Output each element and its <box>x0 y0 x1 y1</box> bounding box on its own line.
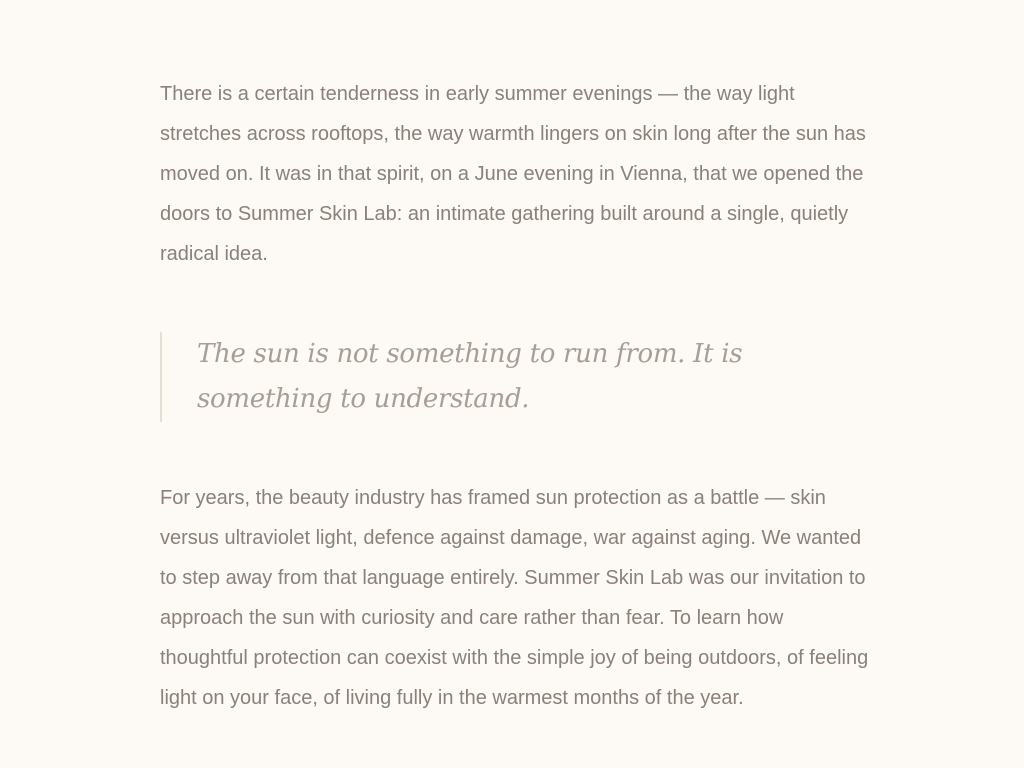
intro-paragraph: There is a certain tenderness in early summer evenings — the way light stretches across rooftops, the way warmth lingers on skin long after the sun has moved on. It was in that spirit, on a June evening in Vienna, that we opened the doors to Summer Skin Lab: an intimate gathering built around a single, quietly radical idea. <box>160 83 866 265</box>
article-body <box>160 74 870 718</box>
pull-quote-text: The sun is not something to run from. It is something to understand. <box>197 339 743 414</box>
pull-quote <box>160 332 870 422</box>
body-paragraph: For years, the beauty industry has framed sun protection as a battle — skin versus ultraviolet light, defence against damage, war against aging. We wanted to step away from that language entirely. Summer Skin Lab was our invitation to approach the sun with curiosity and care rather than fear. To learn how thoughtful protection can coexist with the simple joy of being outdoors, of feeling light on your face, of living fully in the warmest months of the year. <box>160 487 869 709</box>
